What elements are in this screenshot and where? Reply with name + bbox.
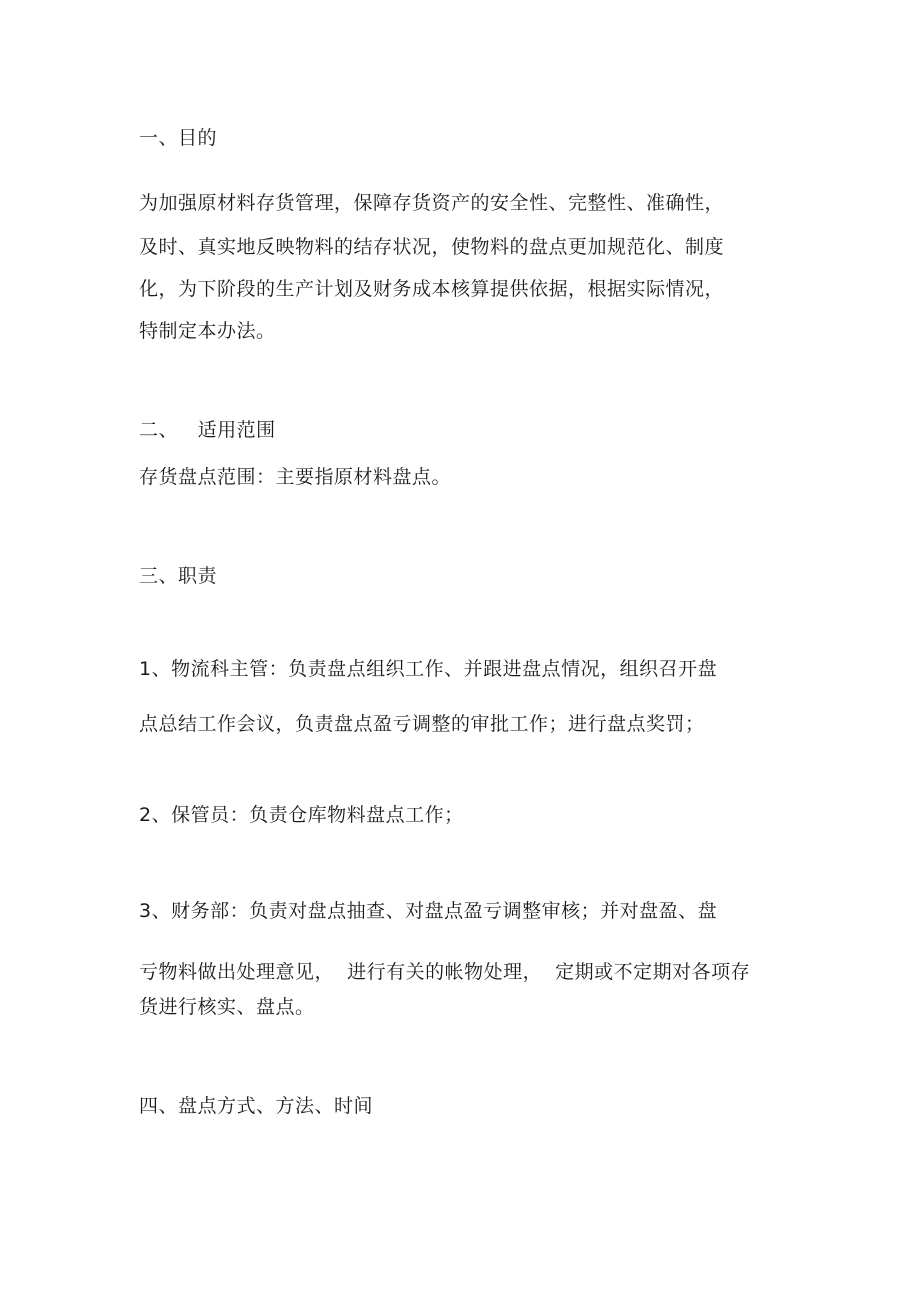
- list-item-line: 点总结工作会议，负责盘点盈亏调整的审批工作；进行盘点奖罚；: [139, 713, 705, 735]
- section-heading-responsibilities: 三、职责: [139, 565, 218, 587]
- list-item-line: 货进行核实、盘点。: [139, 996, 315, 1018]
- section-heading-scope: 二、 适用范围: [139, 419, 276, 441]
- paragraph-line: 及时、真实地反映物料的结存状况，使物料的盘点更加规范化、制度: [139, 236, 725, 258]
- list-item-line: 亏物料做出处理意见， 进行有关的帐物处理， 定期或不定期对各项存: [139, 961, 751, 983]
- paragraph-line: 存货盘点范围：主要指原材料盘点。: [139, 466, 452, 488]
- paragraph-line: 特制定本办法。: [139, 320, 276, 342]
- list-item-line: 1、物流科主管：负责盘点组织工作、并跟进盘点情况，组织召开盘: [139, 658, 718, 680]
- section-heading-purpose: 一、目的: [139, 127, 218, 149]
- paragraph-line: 化，为下阶段的生产计划及财务成本核算提供依据，根据实际情况，: [139, 278, 725, 300]
- paragraph-line: 为加强原材料存货管理，保障存货资产的安全性、完整性、准确性，: [139, 192, 725, 214]
- list-item-line: 3、财务部：负责对盘点抽查、对盘点盈亏调整审核；并对盘盈、盘: [139, 900, 718, 922]
- list-item-line: 2、保管员：负责仓库物料盘点工作；: [139, 804, 464, 826]
- section-heading-methods: 四、盘点方式、方法、时间: [139, 1095, 374, 1117]
